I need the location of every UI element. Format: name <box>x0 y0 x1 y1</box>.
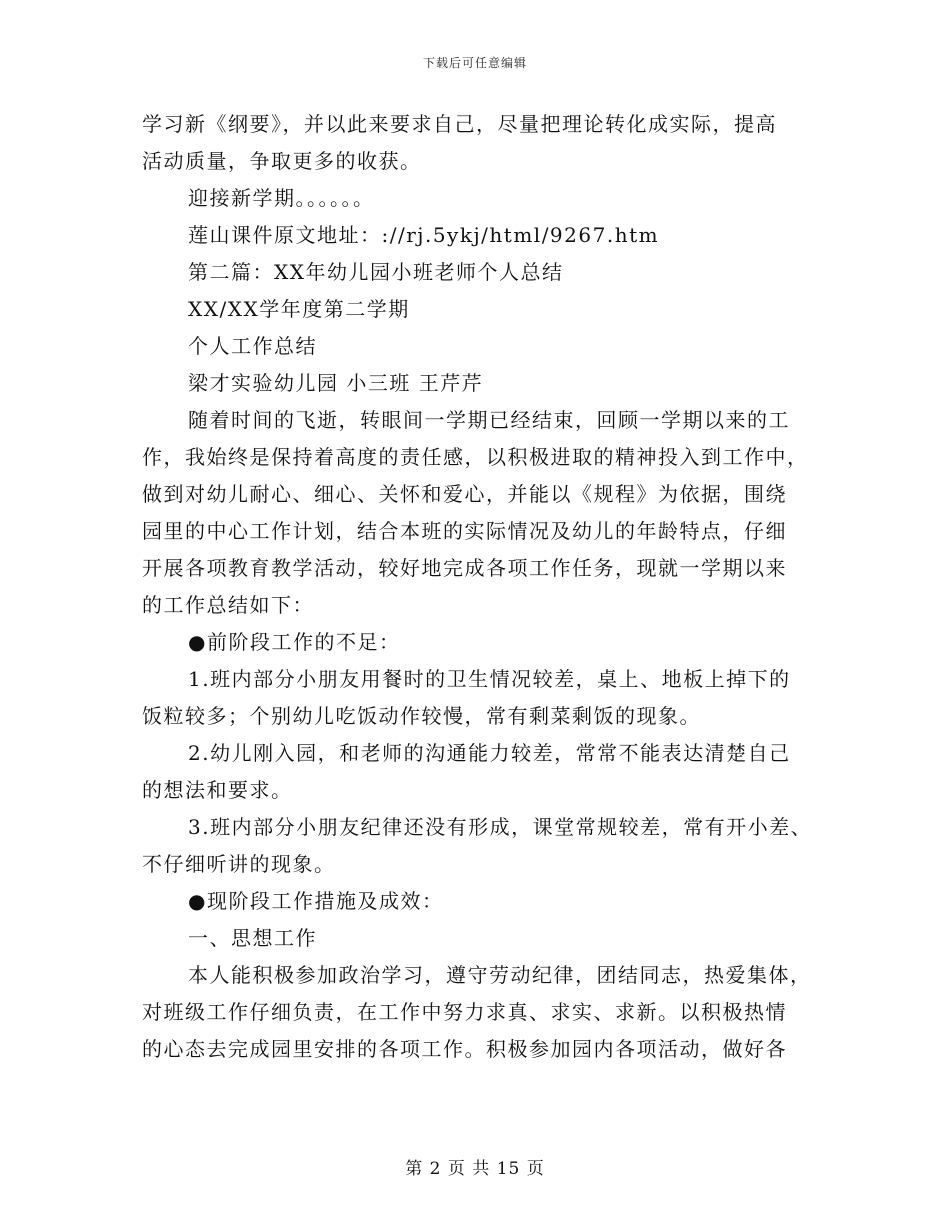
text-line: 迎接新学期。。。。。。 <box>188 186 375 210</box>
source-link-line: 莲山课件原文地址：://rj.5ykj/html/9267.htm <box>188 223 660 247</box>
text-line: 做到对幼儿耐心、细心、关怀和爱心，并能以《规程》为依据，围绕 <box>142 482 787 506</box>
bullet-heading: ●现阶段工作措施及成效： <box>188 889 444 913</box>
page-footer: 第 2 页 共 15 页 <box>405 1159 545 1179</box>
text-line: 学习新《纲要》，并以此来要求自己，尽量把理论转化成实际，提高 <box>142 112 777 136</box>
author-line: 梁才实验幼儿园 小三班 王芹芹 <box>188 371 484 395</box>
section-title: 第二篇：XX年幼儿园小班老师个人总结 <box>188 260 564 284</box>
text-line: 的工作总结如下： <box>142 593 314 617</box>
bullet-heading: ●前阶段工作的不足： <box>188 630 401 654</box>
subsection-heading: 一、思想工作 <box>188 926 317 950</box>
text-line: 作，我始终是保持着高度的责任感，以积极进取的精神投入到工作中， <box>142 445 809 469</box>
text-line: 园里的中心工作计划，结合本班的实际情况及幼儿的年龄特点，仔细 <box>142 519 787 543</box>
text-line: 的想法和要求。 <box>142 778 293 802</box>
semester-line: XX/XX学年度第二学期 <box>188 297 410 321</box>
page-header: 下载后可任意编辑 <box>422 56 527 70</box>
text-line: 本人能积极参加政治学习，遵守劳动纪律，团结同志，热爱集体， <box>188 963 812 987</box>
document-title: 个人工作总结 <box>188 334 317 358</box>
document-body <box>142 106 822 1068</box>
list-item: 3.班内部分小朋友纪律还没有形成，课堂常规较差，常有开小差、 <box>188 815 813 839</box>
text-line: 的心态去完成园里安排的各项工作。积极参加园内各项活动，做好各 <box>142 1037 787 1061</box>
text-line: 活动质量，争取更多的收获。 <box>142 149 422 173</box>
text-line: 开展各项教育教学活动，较好地完成各项工作任务，现就一学期以来 <box>142 556 787 580</box>
text-line: 不仔细听讲的现象。 <box>142 852 336 876</box>
list-item: 1.班内部分小朋友用餐时的卫生情况较差，桌上、地板上掉下的 <box>188 667 791 691</box>
text-line: 饭粒较多；个别幼儿吃饭动作较慢，常有剩菜剩饭的现象。 <box>142 704 701 728</box>
text-line: 对班级工作仔细负责，在工作中努力求真、求实、求新。以积极热情 <box>142 1000 787 1024</box>
text-line: 随着时间的飞逝，转眼间一学期已经结束，回顾一学期以来的工 <box>188 408 790 432</box>
list-item: 2.幼儿刚入园，和老师的沟通能力较差，常常不能表达清楚自己 <box>188 741 791 765</box>
